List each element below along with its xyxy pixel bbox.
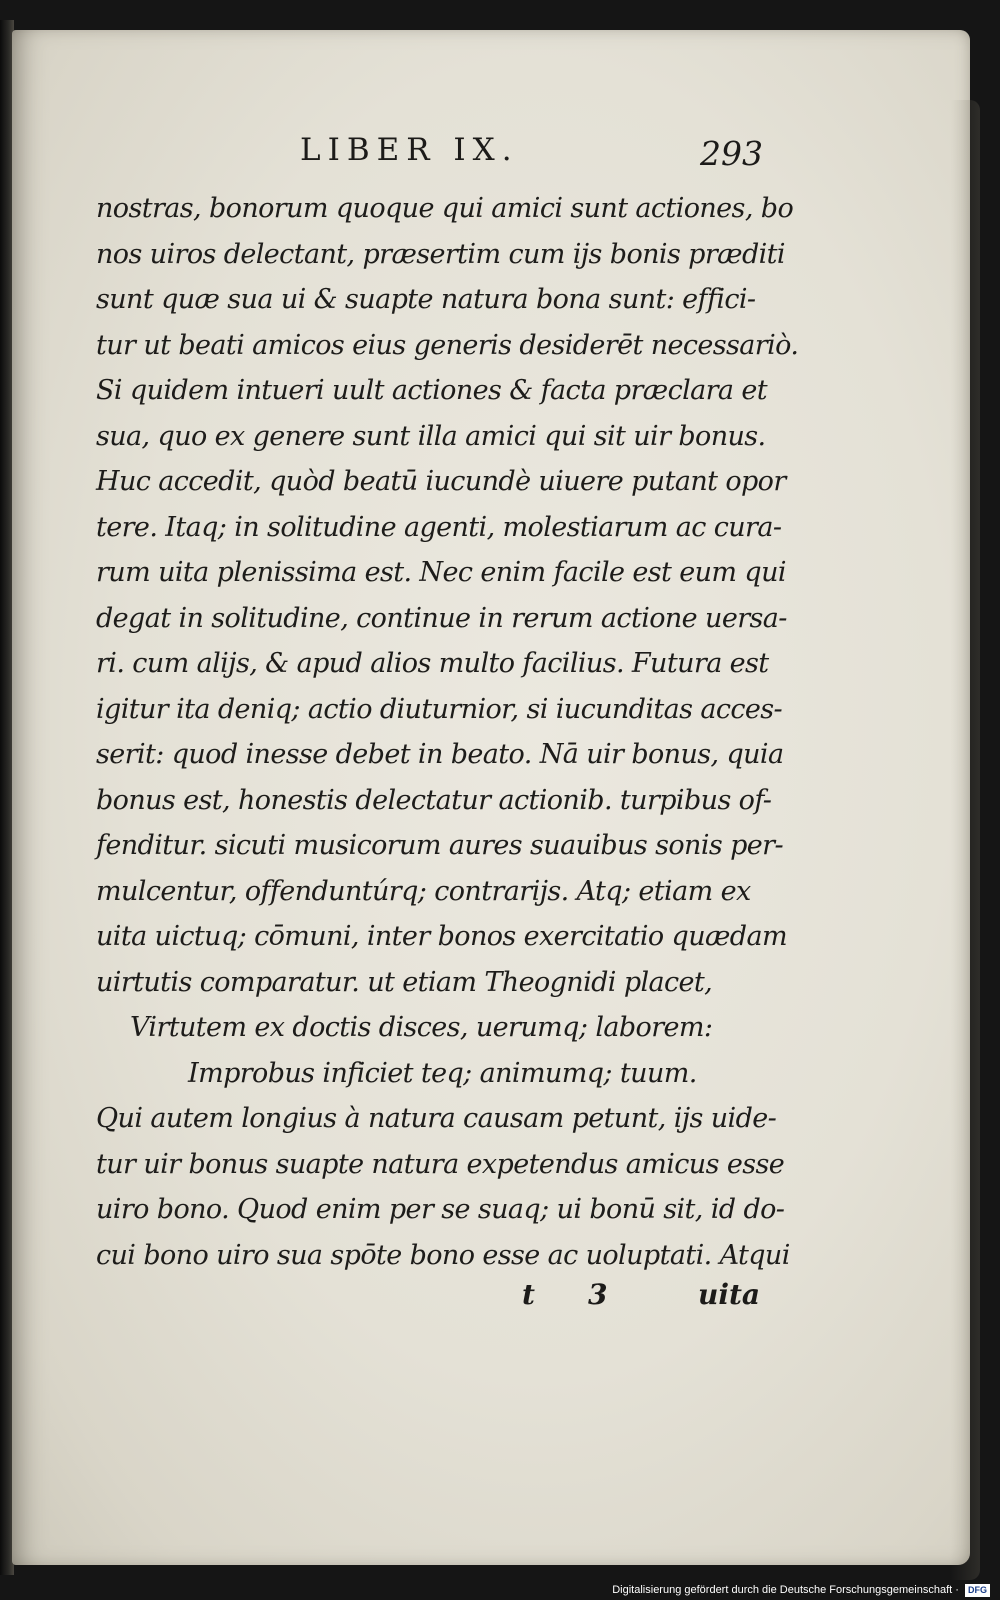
text-line: degat in solitudine, continue in rerum actione uersa- xyxy=(96,602,787,634)
text-line: rum uita plenissima est. Nec enim facile est eum qui xyxy=(96,557,786,588)
text-line: ri. cum alijs, & apud alios multo facilius. Futura est xyxy=(96,648,769,679)
text-line: cui bono uiro sua spōte bono esse ac uoluptati. Atqui xyxy=(96,1239,790,1271)
text-line: uita uictuq; cōmuni, inter bonos exercitatio quædam xyxy=(96,921,787,952)
text-line: tur uir bonus suapte natura expetendus amicus esse xyxy=(96,1148,785,1180)
page-number: 293 xyxy=(700,134,763,173)
signature-number: 3 xyxy=(588,1278,608,1311)
verse-line: Virtutem ex doctis disces, uerumq; laborem: xyxy=(130,1012,713,1043)
text-line: mulcentur, offenduntúrq; contrarijs. Atq; etiam ex xyxy=(96,875,751,907)
text-line: tere. Itaq; in solitudine agenti, molestiarum ac cura- xyxy=(96,511,782,543)
text-line: sunt quæ sua ui & suapte natura bona sunt: effici- xyxy=(96,284,756,315)
text-line: Qui autem longius à natura causam petunt, ijs uide- xyxy=(96,1103,777,1134)
text-line: sua, quo ex genere sunt illa amici qui sit uir bonus. xyxy=(96,420,766,452)
text-line: nostras, bonorum quoque qui amici sunt actiones, bo xyxy=(96,193,794,224)
text-line: serit: quod inesse debet in beato. Nā uir bonus, quia xyxy=(96,739,784,770)
text-line: Huc accedit, quòd beatū iucundè uiuere putant opor xyxy=(96,466,786,497)
credit-text: Digitalisierung gefördert durch die Deutsche Forschungsgemeinschaft xyxy=(612,1584,953,1596)
text-line: fenditur. sicuti musicorum aures suauibus sonis per- xyxy=(96,830,783,861)
text-line: uiro bono. Quod enim per se suaq; ui bonū sit, id do- xyxy=(96,1194,785,1225)
text-line: bonus est, honestis delectatur actionib. turpibus of- xyxy=(96,784,772,816)
signature-mark: t xyxy=(522,1278,535,1311)
text-line: nos uiros delectant, præsertim cum ijs bonis præditi xyxy=(96,238,785,270)
catchword: uita xyxy=(698,1278,761,1311)
digitization-credit: Digitalisierung gefördert durch die Deutsche Forschungsgemeinschaft · DFG xyxy=(590,1580,990,1600)
body-text xyxy=(96,186,799,1278)
dfg-logo: DFG xyxy=(965,1584,990,1597)
text-line: igitur ita deniq; actio diuturnior, si iucunditas acces- xyxy=(96,693,783,725)
page-edge-shadow xyxy=(950,100,980,1580)
verse-line: Improbus inficiet teq; animumq; tuum. xyxy=(188,1057,697,1089)
text-line: Si quidem intueri uult actiones & facta præclara et xyxy=(96,375,768,406)
text-line: uirtutis comparatur. ut etiam Theognidi placet, xyxy=(96,966,713,998)
text-line: tur ut beati amicos eius generis desiderēt necessariò. xyxy=(96,329,799,361)
running-head: LIBER IX. xyxy=(300,132,519,168)
